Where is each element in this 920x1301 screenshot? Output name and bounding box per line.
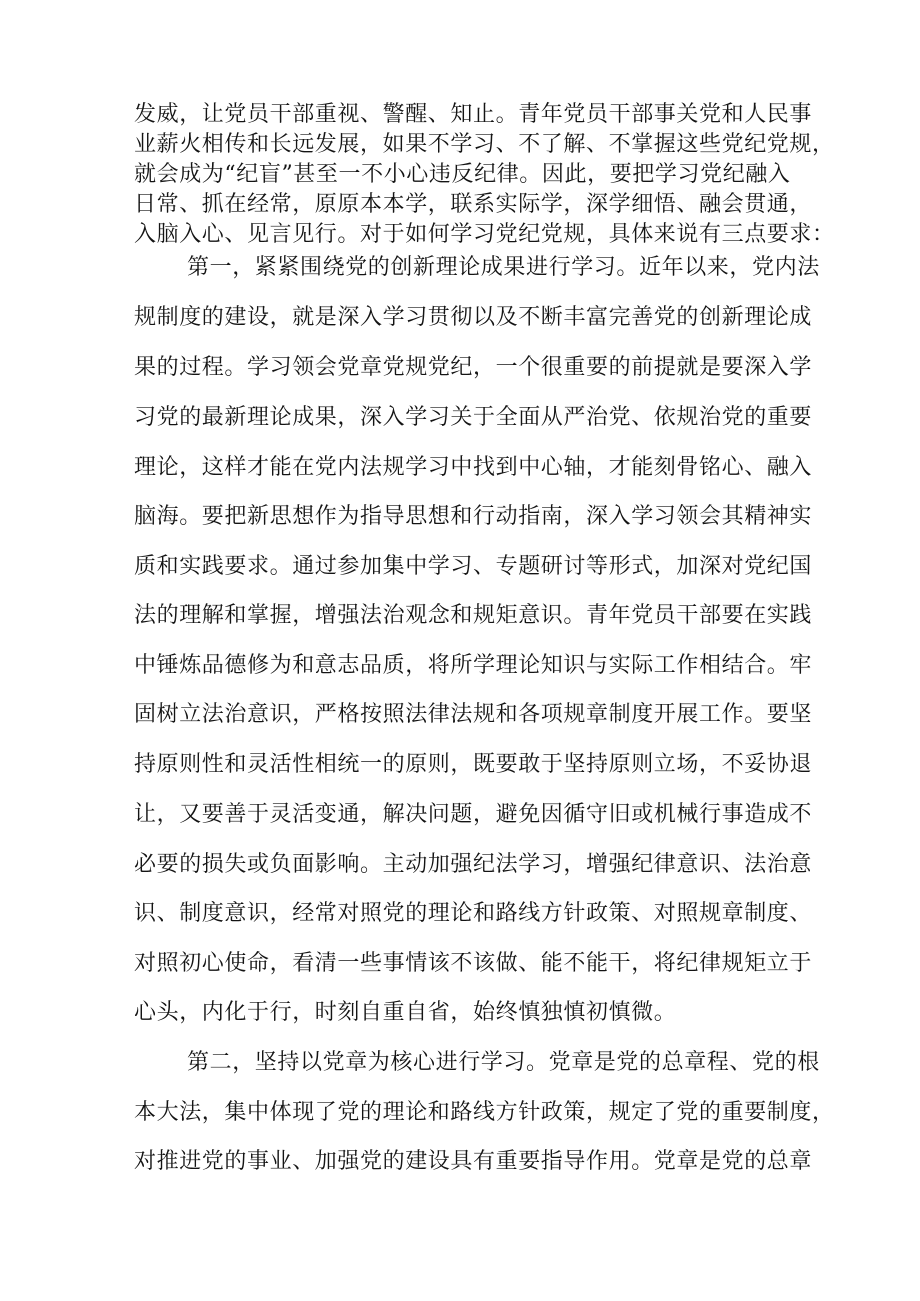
- text-line: 入脑入心、见言见行。对于如何学习党纪党规，具体来说有三点要求：: [134, 222, 835, 247]
- text-line: 本大法，集中体现了党的理论和路线方针政策，规定了党的重要制度，: [134, 1100, 835, 1125]
- text-line: 发威，让党员干部重视、警醒、知止。青年党员干部事关党和人民事: [134, 102, 813, 127]
- text-line: 就会成为“纪盲”甚至一不小心违反纪律。因此，要把学习党纪融入: [134, 162, 791, 187]
- text-line: 业薪火相传和长远发展，如果不学习、不了解、不掌握这些党纪党规，: [134, 132, 835, 157]
- text-line: 法的理解和掌握，增强法治观念和规矩意识。青年党员干部要在实践: [134, 603, 813, 628]
- text-line: 对照初心使命，看清一些事情该不该做、能不能干，将纪律规矩立于: [134, 951, 813, 976]
- text-line: 中锤炼品德修为和意志品质，将所学理论知识与实际工作相结合。牢: [134, 653, 813, 678]
- text-line: 果的过程。学习领会党章党规党纪，一个很重要的前提就是要深入学: [134, 355, 813, 380]
- text-line: 规制度的建设，就是深入学习贯彻以及不断丰富完善党的创新理论成: [134, 305, 813, 330]
- text-line: 理论，这样才能在党内法规学习中找到中心轴，才能刻骨铭心、融入: [134, 455, 813, 480]
- text-line: 质和实践要求。通过参加集中学习、专题研讨等形式，加深对党纪国: [134, 554, 813, 579]
- text-line: 固树立法治意识，严格按照法律法规和各项规章制度开展工作。要坚: [134, 702, 813, 727]
- text-line: 日常、抓在经常，原原本本学，联系实际学，深学细悟、融会贯通，: [134, 192, 813, 217]
- paragraph-1-first-line: 第一，紧紧围绕党的创新理论成果进行学习。近年以来，党内法: [187, 255, 820, 280]
- text-line: 持原则性和灵活性相统一的原则，既要敢于坚持原则立场，不妥协退: [134, 752, 813, 777]
- text-line: 习党的最新理论成果，深入学习关于全面从严治党、依规治党的重要: [134, 405, 813, 430]
- text-line: 脑海。要把新思想作为指导思想和行动指南，深入学习领会其精神实: [134, 504, 813, 529]
- text-line: 必要的损失或负面影响。主动加强纪法学习，增强纪律意识、法治意: [134, 852, 813, 877]
- paragraph-2-first-line: 第二，坚持以党章为核心进行学习。党章是党的总章程、党的根: [187, 1050, 820, 1075]
- text-line: 对推进党的事业、加强党的建设具有重要指导作用。党章是党的总章: [134, 1149, 813, 1174]
- text-line: 让，又要善于灵活变通，解决问题，避免因循守旧或机械行事造成不: [134, 802, 813, 827]
- text-line: 识、制度意识，经常对照党的理论和路线方针政策、对照规章制度、: [134, 901, 813, 926]
- text-line: 心头，内化于行，时刻自重自省，始终慎独慎初慎微。: [134, 1000, 677, 1025]
